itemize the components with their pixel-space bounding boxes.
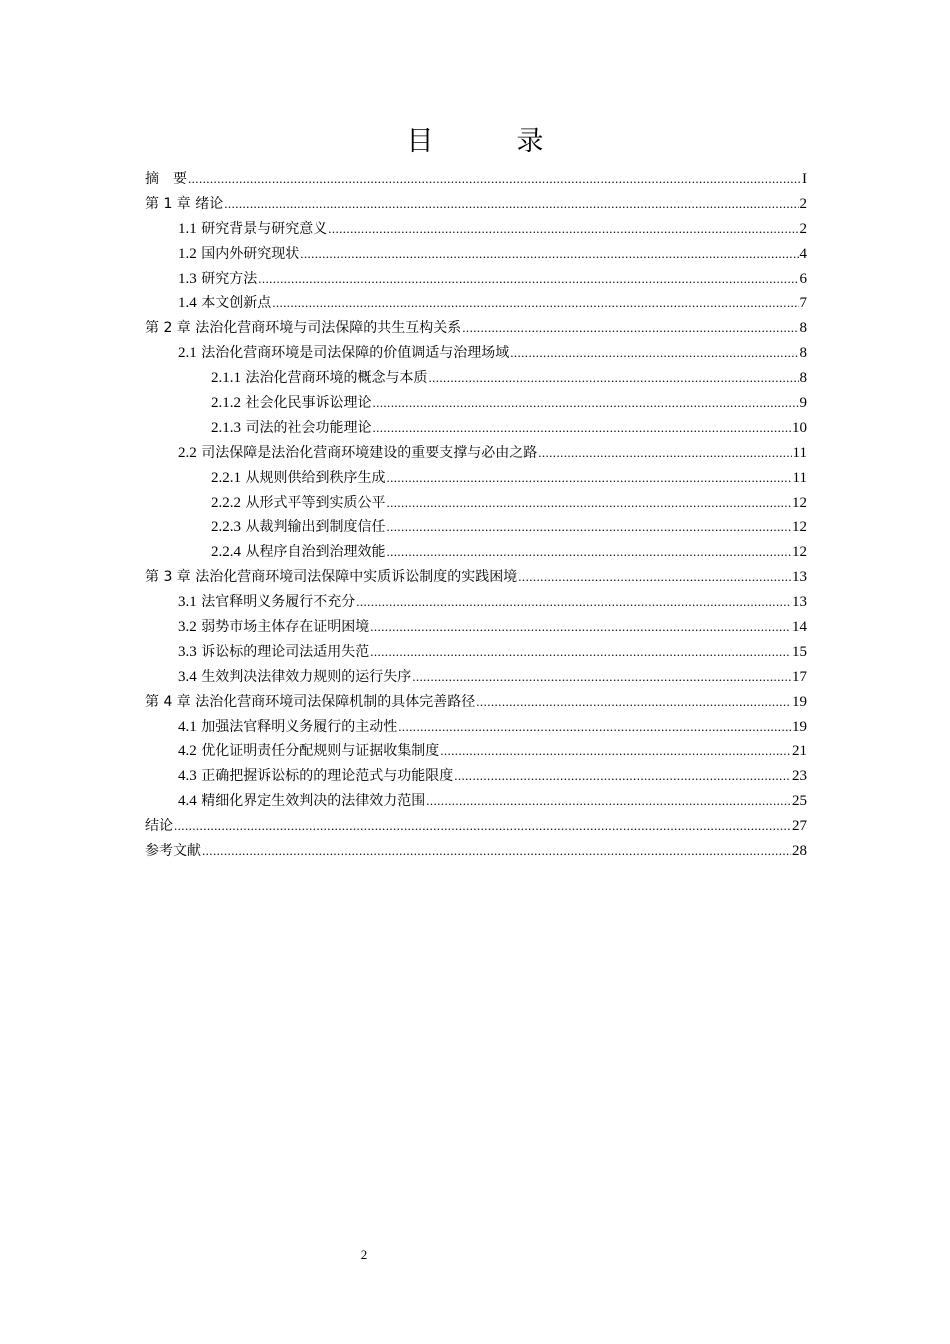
toc-dot-leader: [202, 839, 791, 864]
toc-entry[interactable]: [145, 615, 807, 640]
toc-entry-text: 结论: [145, 818, 173, 835]
toc-dot-leader: [370, 640, 791, 665]
toc-entry-page: 27: [792, 818, 807, 835]
toc-entry-page: 2: [799, 220, 807, 237]
toc-title: 目 录: [406, 126, 572, 157]
toc-entry-number: 1.4: [178, 295, 197, 312]
toc-entry-page: 7: [799, 295, 807, 312]
toc-entry[interactable]: [145, 814, 807, 839]
toc-entry-number: 1.1: [178, 220, 197, 237]
toc-entry-text: 研究方法: [196, 270, 258, 287]
toc-dot-leader: [370, 615, 791, 640]
toc-entry-label: [178, 217, 327, 242]
toc-entry-label: [145, 814, 173, 839]
toc-entry-number: 4.3: [178, 768, 197, 785]
toc-entry-label: [145, 316, 461, 341]
toc-entry-text: 本文创新点: [196, 295, 272, 312]
toc-entry-label: [178, 739, 439, 764]
toc-entry-page: 11: [792, 469, 807, 486]
toc-entry-page: 13: [792, 594, 807, 611]
table-of-contents: [145, 167, 807, 864]
toc-entry-label: [145, 565, 517, 590]
toc-entry-text: 第 4 章 法治化营商环境司法保障机制的具体完善路径: [145, 693, 476, 710]
toc-entry-page: 8: [799, 320, 807, 337]
toc-entry-text: 司法保障是法治化营商环境建设的重要支撑与必由之路: [196, 444, 538, 461]
toc-dot-leader: [386, 491, 791, 516]
toc-entry-text: 精细化界定生效判决的法律效力范围: [196, 793, 426, 810]
toc-entry-label: [178, 242, 299, 267]
toc-entry-number: 2.1.1: [211, 370, 241, 387]
toc-dot-leader: [440, 739, 791, 764]
toc-entry-label: [178, 291, 271, 316]
toc-entry[interactable]: [145, 291, 807, 316]
toc-entry-label: [178, 341, 509, 366]
toc-entry-number: 1.2: [178, 245, 197, 262]
toc-entry-text: 诉讼标的理论司法适用失范: [196, 643, 370, 660]
toc-entry-page: 12: [792, 544, 807, 561]
toc-entry-page: 21: [792, 743, 807, 760]
toc-entry-number: 3.1: [178, 594, 197, 611]
toc-entry-label: [178, 615, 369, 640]
toc-dot-leader: [510, 341, 798, 366]
toc-entry-text: 从形式平等到实质公平: [241, 494, 386, 511]
toc-entry[interactable]: [145, 217, 807, 242]
toc-entry-page: 25: [792, 793, 807, 810]
toc-entry-label: [211, 366, 427, 391]
toc-entry-label: [211, 391, 371, 416]
toc-entry-page: 19: [792, 718, 807, 735]
toc-entry[interactable]: [145, 839, 807, 864]
toc-entry-page: 4: [799, 245, 807, 262]
toc-entry-label: [178, 789, 425, 814]
toc-entry-label: [211, 491, 385, 516]
toc-entry-label: [178, 640, 369, 665]
toc-entry[interactable]: [145, 540, 807, 565]
toc-entry-text: 社会化民事诉讼理论: [241, 395, 372, 412]
toc-entry-number: 2.1.2: [211, 395, 241, 412]
toc-entry[interactable]: [145, 466, 807, 491]
toc-entry[interactable]: [145, 391, 807, 416]
toc-entry-text: 法官释明义务履行不充分: [196, 594, 356, 611]
toc-entry[interactable]: [145, 366, 807, 391]
toc-dot-leader: [462, 316, 798, 341]
toc-entry[interactable]: [145, 640, 807, 665]
toc-dot-leader: [174, 814, 791, 839]
toc-entry-label: [178, 590, 355, 615]
toc-entry-number: 2.2: [178, 444, 197, 461]
toc-entry-number: 4.4: [178, 793, 197, 810]
toc-entry-page: 17: [792, 668, 807, 685]
toc-entry[interactable]: [145, 192, 807, 217]
toc-entry-page: 10: [792, 419, 807, 436]
toc-entry-text: 优化证明责任分配规则与证据收集制度: [196, 743, 440, 760]
toc-entry[interactable]: [145, 416, 807, 441]
toc-entry-label: [211, 540, 385, 565]
toc-entry-text: 研究背景与研究意义: [196, 220, 328, 237]
toc-entry[interactable]: [145, 267, 807, 292]
toc-entry-number: 2.2.1: [211, 469, 241, 486]
toc-dot-leader: [356, 590, 791, 615]
toc-entry-text: 弱势市场主体存在证明困境: [196, 619, 370, 636]
toc-entry-page: 15: [792, 643, 807, 660]
toc-entry-page: 6: [799, 270, 807, 287]
toc-entry-label: [178, 764, 453, 789]
toc-dot-leader: [386, 540, 791, 565]
toc-entry-label: [145, 192, 223, 217]
toc-dot-leader: [188, 167, 801, 192]
toc-entry-page: I: [802, 171, 807, 187]
toc-dot-leader: [398, 715, 791, 740]
toc-entry-page: 23: [792, 768, 807, 785]
toc-dot-leader: [476, 690, 791, 715]
toc-dot-leader: [372, 391, 798, 416]
toc-dot-leader: [272, 291, 798, 316]
toc-entry[interactable]: [145, 590, 807, 615]
toc-dot-leader: [538, 441, 791, 466]
toc-entry-text: 法治化营商环境是司法保障的价值调适与治理场域: [196, 345, 510, 362]
toc-entry-text: 第 2 章 法治化营商环境与司法保障的共生互构关系: [145, 320, 462, 337]
toc-entry-page: 11: [792, 444, 807, 461]
toc-dot-leader: [412, 665, 791, 690]
toc-entry-label: [211, 515, 385, 540]
toc-entry[interactable]: [145, 441, 807, 466]
toc-entry[interactable]: [145, 515, 807, 540]
toc-dot-leader: [386, 515, 791, 540]
toc-entry-number: 1.3: [178, 270, 197, 287]
toc-entry-label: [178, 715, 397, 740]
toc-entry-text: 正确把握诉讼标的的理论范式与功能限度: [196, 768, 454, 785]
toc-entry-text: 第 3 章 法治化营商环境司法保障中实质诉讼制度的实践困境: [145, 569, 518, 586]
toc-entry-page: 12: [792, 519, 807, 536]
toc-entry-number: 4.1: [178, 718, 197, 735]
toc-entry-text: 司法的社会功能理论: [241, 419, 372, 436]
toc-entry-text: 从裁判输出到制度信任: [241, 519, 386, 536]
toc-entry-number: 2.2.4: [211, 544, 241, 561]
toc-entry-text: 加强法官释明义务履行的主动性: [196, 718, 398, 735]
toc-entry-page: 2: [799, 195, 807, 212]
toc-dot-leader: [518, 565, 791, 590]
toc-dot-leader: [300, 242, 798, 267]
toc-entry-page: 19: [792, 693, 807, 710]
toc-entry-label: [145, 839, 201, 864]
toc-entry-number: 3.3: [178, 643, 197, 660]
toc-entry-number: 2.1.3: [211, 419, 241, 436]
toc-dot-leader: [258, 267, 798, 292]
toc-dot-leader: [372, 416, 791, 441]
toc-entry-label: [178, 441, 537, 466]
toc-entry-label: [211, 466, 385, 491]
toc-entry-text: 参考文献: [145, 843, 201, 860]
toc-entry[interactable]: [145, 764, 807, 789]
toc-entry[interactable]: [145, 167, 807, 192]
toc-entry-number: 3.4: [178, 668, 197, 685]
toc-entry-text: 国内外研究现状: [196, 245, 300, 262]
toc-entry-label: [145, 167, 187, 192]
toc-entry[interactable]: [145, 715, 807, 740]
toc-entry[interactable]: [145, 690, 807, 715]
toc-entry-number: 2.2.2: [211, 494, 241, 511]
toc-dot-leader: [224, 192, 798, 217]
toc-dot-leader: [454, 764, 791, 789]
toc-entry-text: 生效判决法律效力规则的运行失序: [196, 668, 412, 685]
toc-entry-page: 13: [792, 569, 807, 586]
toc-entry[interactable]: [145, 789, 807, 814]
toc-entry-label: [178, 665, 411, 690]
toc-dot-leader: [386, 466, 791, 491]
toc-dot-leader: [426, 789, 791, 814]
toc-dot-leader: [428, 366, 798, 391]
toc-entry-number: 2.2.3: [211, 519, 241, 536]
toc-entry[interactable]: [145, 665, 807, 690]
toc-entry-text: 从规则供给到秩序生成: [241, 469, 386, 486]
toc-entry-label: [211, 416, 371, 441]
toc-entry-label: [178, 267, 257, 292]
toc-dot-leader: [328, 217, 798, 242]
toc-entry-page: 9: [799, 395, 807, 412]
toc-entry-number: 3.2: [178, 619, 197, 636]
toc-entry-page: 14: [792, 619, 807, 636]
toc-entry-page: 8: [799, 345, 807, 362]
page-number: 2: [360, 1247, 368, 1262]
toc-entry-text: 摘 要: [145, 171, 187, 187]
toc-entry-text: 第 1 章 绪论: [145, 195, 224, 212]
toc-entry[interactable]: [145, 316, 807, 341]
toc-entry-text: 法治化营商环境的概念与本质: [241, 370, 428, 387]
toc-entry-number: 2.1: [178, 345, 197, 362]
toc-entry[interactable]: [145, 491, 807, 516]
toc-entry-page: 12: [792, 494, 807, 511]
toc-entry-number: 4.2: [178, 743, 197, 760]
toc-entry[interactable]: [145, 739, 807, 764]
toc-entry-text: 从程序自治到治理效能: [241, 544, 386, 561]
toc-entry-page: 28: [792, 843, 807, 860]
toc-entry[interactable]: [145, 341, 807, 366]
toc-entry[interactable]: [145, 242, 807, 267]
toc-entry-page: 8: [799, 370, 807, 387]
toc-entry[interactable]: [145, 565, 807, 590]
toc-entry-label: [145, 690, 475, 715]
